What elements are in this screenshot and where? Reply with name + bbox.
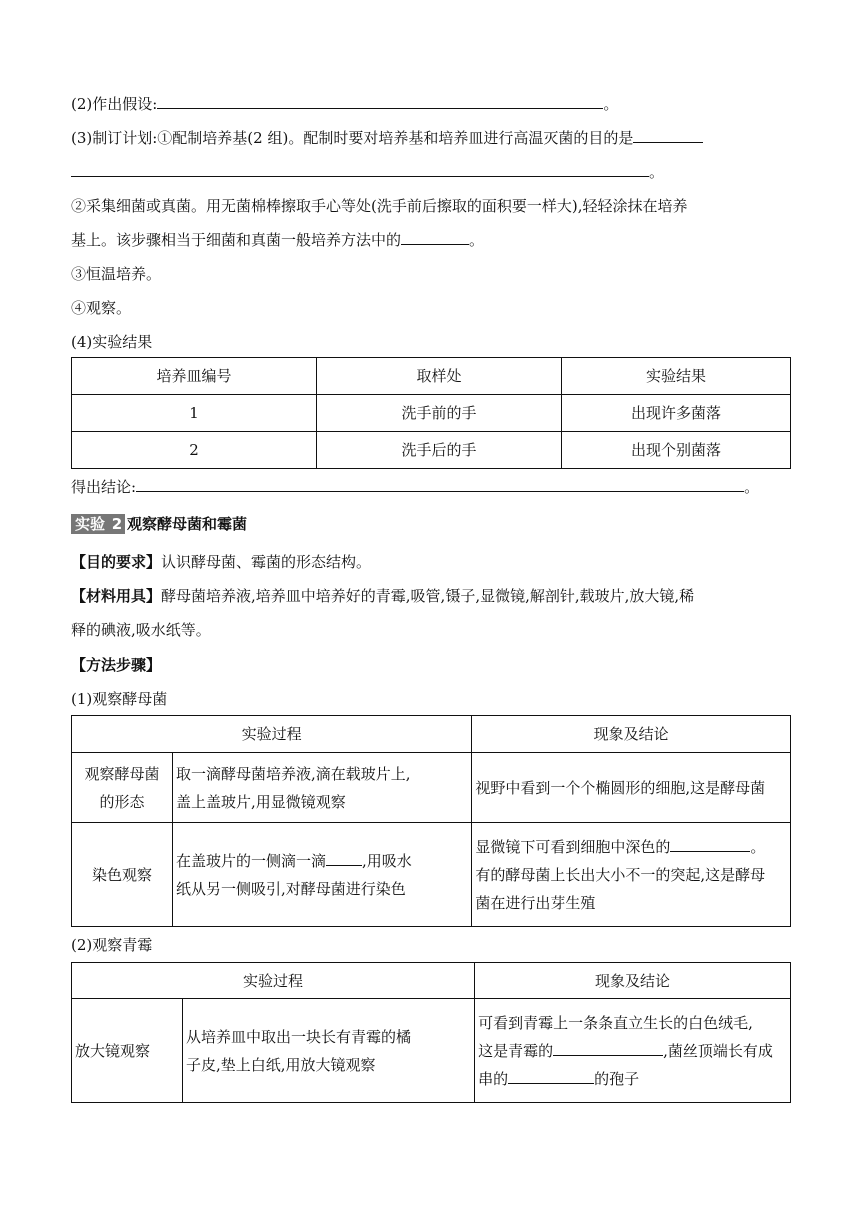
hypothesis-line bbox=[71, 94, 618, 114]
materials-line1 bbox=[71, 586, 694, 606]
mold-header-process: 实验过程 bbox=[72, 963, 475, 999]
yeast-row1-process bbox=[173, 753, 472, 823]
yeast-row1-result: 视野中看到一个个椭圆形的细胞,这是酵母菌 bbox=[472, 753, 791, 823]
cell-text: 这是青霉的 bbox=[478, 1041, 554, 1060]
hypha-blank[interactable] bbox=[553, 1041, 663, 1056]
step2-line1: ②采集细菌或真菌。用无菌棉棒擦取手心等处(洗手前后擦取的面积要一样大),轻轻涂抹在培养 bbox=[71, 197, 688, 215]
period: 。 bbox=[649, 163, 665, 181]
materials-text: 酵母菌培养液,培养皿中培养好的青霉,吸管,镊子,显微镜,解剖针,载玻片,放大镜,稀 bbox=[161, 587, 695, 605]
step2-line2 bbox=[71, 230, 484, 250]
experiment-badge: 实验 bbox=[71, 514, 109, 534]
period: 。 bbox=[469, 231, 485, 249]
hypothesis-label: (2)作出假设: bbox=[71, 95, 158, 113]
cell-text: 观察酵母菌 bbox=[84, 764, 160, 783]
plan-line bbox=[71, 128, 703, 148]
result-header-1: 培养皿编号 bbox=[72, 358, 317, 395]
goal-line bbox=[71, 552, 371, 572]
sample-source: 洗手后的手 bbox=[317, 432, 562, 469]
mold-row1-process bbox=[183, 999, 475, 1103]
cell-text: 的孢子 bbox=[594, 1069, 640, 1088]
conclusion-line bbox=[71, 477, 759, 497]
table-row bbox=[72, 395, 791, 432]
cell-text: 菌在进行出芽生殖 bbox=[475, 893, 596, 912]
mold-table bbox=[71, 962, 791, 1103]
result-header-2: 取样处 bbox=[317, 358, 562, 395]
period: 。 bbox=[603, 95, 619, 113]
dish-number: 1 bbox=[72, 395, 317, 432]
stain-blank[interactable] bbox=[326, 851, 362, 866]
yeast-row2-result bbox=[472, 823, 791, 927]
mold-row1-name: 放大镜观察 bbox=[72, 999, 183, 1103]
yeast-row2-name: 染色观察 bbox=[72, 823, 173, 927]
plan-text: (3)制订计划:①配制培养基(2 组)。配制时要对培养基和培养皿进行高温灭菌的目的是 bbox=[71, 129, 634, 147]
section-title: 观察酵母菌和霉菌 bbox=[127, 515, 248, 533]
result-table bbox=[71, 357, 791, 469]
cell-text: 在盖玻片的一侧滴一滴 bbox=[176, 851, 327, 870]
yeast-header-result: 现象及结论 bbox=[472, 716, 791, 753]
yeast-row2-process bbox=[173, 823, 472, 927]
cell-text: 。 bbox=[750, 837, 766, 856]
cell-text bbox=[176, 847, 468, 875]
cell-text: 取一滴酵母菌培养液,滴在载玻片上, bbox=[176, 764, 411, 783]
step3: ③恒温培养。 bbox=[71, 265, 162, 283]
yeast-row1-name bbox=[72, 753, 173, 823]
yeast-header-process: 实验过程 bbox=[72, 716, 472, 753]
cell-text bbox=[475, 833, 787, 861]
mold-header-result: 现象及结论 bbox=[475, 963, 791, 999]
cell-structure-blank[interactable] bbox=[670, 837, 750, 852]
step2-blank[interactable] bbox=[401, 230, 469, 245]
conclusion-blank[interactable] bbox=[136, 477, 744, 492]
plan-line-2 bbox=[71, 162, 664, 182]
materials-label: 【材料用具】 bbox=[71, 587, 162, 605]
cell-text: 盖上盖玻片,用显微镜观察 bbox=[176, 792, 346, 811]
table-row bbox=[72, 999, 791, 1103]
goal-label: 【目的要求】 bbox=[71, 553, 162, 571]
table-row bbox=[72, 753, 791, 823]
sample-source: 洗手前的手 bbox=[317, 395, 562, 432]
cell-text: 子皮,垫上白纸,用放大镜观察 bbox=[186, 1055, 376, 1074]
dish-number: 2 bbox=[72, 432, 317, 469]
cell-text: ,用吸水 bbox=[362, 851, 412, 870]
step2-text: 基上。该步骤相当于细菌和真菌一般培养方法中的 bbox=[71, 231, 402, 249]
cell-text: 显微镜下可看到细胞中深色的 bbox=[475, 837, 671, 856]
cell-text: 可看到青霉上一条条直立生长的白色绒毛, bbox=[478, 1013, 753, 1032]
materials-line2: 释的碘液,吸水纸等。 bbox=[71, 621, 211, 639]
mold-label: (2)观察青霉 bbox=[71, 936, 153, 954]
cell-text bbox=[478, 1037, 787, 1065]
step4: ④观察。 bbox=[71, 299, 132, 317]
section-heading bbox=[71, 514, 247, 534]
spore-color-blank[interactable] bbox=[508, 1069, 594, 1084]
yeast-label: (1)观察酵母菌 bbox=[71, 690, 168, 708]
goal-text: 认识酵母菌、霉菌的形态结构。 bbox=[161, 553, 372, 571]
plan-blank-b[interactable] bbox=[71, 162, 649, 177]
period: 。 bbox=[744, 478, 760, 496]
cell-text: 纸从另一侧吸引,对酵母菌进行染色 bbox=[176, 879, 406, 898]
cell-text: ,菌丝顶端长有成 bbox=[663, 1041, 773, 1060]
result-cell: 出现个别菌落 bbox=[562, 432, 791, 469]
cell-text bbox=[478, 1065, 787, 1093]
cell-text: 串的 bbox=[478, 1069, 509, 1088]
result-header-3: 实验结果 bbox=[562, 358, 791, 395]
plan-blank-a[interactable] bbox=[633, 128, 703, 143]
experiment-number: 2 bbox=[109, 514, 125, 534]
cell-text: 从培养皿中取出一块长有青霉的橘 bbox=[186, 1027, 412, 1046]
result-label: (4)实验结果 bbox=[71, 333, 153, 351]
yeast-table bbox=[71, 715, 791, 927]
table-row bbox=[72, 432, 791, 469]
table-row bbox=[72, 823, 791, 927]
cell-text: 有的酵母菌上长出大小不一的突起,这是酵母 bbox=[475, 865, 766, 884]
mold-row1-result bbox=[475, 999, 791, 1103]
cell-text: 的形态 bbox=[99, 792, 145, 811]
conclusion-label: 得出结论: bbox=[71, 478, 137, 496]
method-label: 【方法步骤】 bbox=[71, 656, 162, 674]
result-cell: 出现许多菌落 bbox=[562, 395, 791, 432]
hypothesis-blank[interactable] bbox=[157, 94, 603, 109]
